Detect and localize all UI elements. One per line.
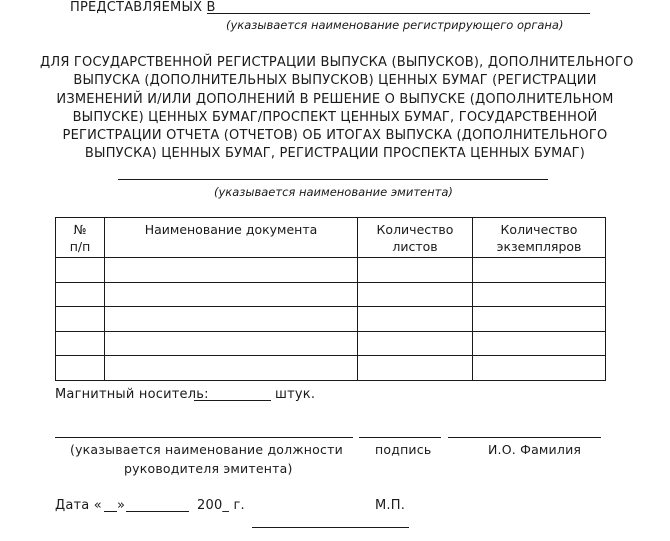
- purpose-line: ВЫПУСКЕ) ЦЕННЫХ БУМАГ/ПРОСПЕКТ ЦЕННЫХ БУМАГ, ГОСУДАРСТВЕННОЙ: [72, 109, 598, 125]
- documents-table: [55, 217, 606, 381]
- table-cell[interactable]: [56, 331, 105, 356]
- table-cell[interactable]: [473, 356, 606, 381]
- table-row: [56, 331, 606, 356]
- issuer-field-line[interactable]: [118, 179, 548, 180]
- table-cell[interactable]: [56, 356, 105, 381]
- purpose-line: ИЗМЕНЕНИЙ И/ИЛИ ДОПОЛНЕНИЙ В РЕШЕНИЕ О ВЫПУСКЕ (ДОПОЛНИТЕЛЬНОМ: [56, 91, 614, 107]
- stamp-label: М.П.: [375, 498, 406, 513]
- purpose-line: ВЫПУСКА) ЦЕННЫХ БУМАГ, РЕГИСТРАЦИИ ПРОСПЕКТА ЦЕННЫХ БУМАГ): [84, 146, 586, 162]
- authority-field-line[interactable]: [207, 13, 590, 14]
- presented-to-label: ПРЕДСТАВЛЯЕМЫХ В: [70, 0, 216, 15]
- table-cell[interactable]: [56, 282, 105, 307]
- media-count-line[interactable]: [194, 400, 271, 401]
- name-field-line[interactable]: [448, 437, 601, 438]
- name-label: И.О. Фамилия: [488, 442, 582, 457]
- media-unit: штук.: [275, 387, 316, 402]
- purpose-block: [40, 54, 634, 164]
- table-cell[interactable]: [473, 258, 606, 283]
- position-field-line[interactable]: [55, 437, 353, 438]
- table-row: [56, 356, 606, 381]
- table-cell[interactable]: [358, 356, 473, 381]
- table-cell[interactable]: [105, 331, 358, 356]
- date-label: Дата «: [55, 498, 102, 513]
- header-document-name: [105, 218, 358, 258]
- header-number-line1: №: [73, 222, 87, 237]
- table-cell[interactable]: [358, 258, 473, 283]
- table-cell[interactable]: [358, 282, 473, 307]
- header-sheets-line1: Количество: [376, 222, 454, 237]
- header-number: [56, 218, 105, 258]
- table-row: [56, 307, 606, 332]
- header-sheets-line2: листов: [392, 239, 438, 254]
- purpose-line: РЕГИСТРАЦИИ ОТЧЕТА (ОТЧЕТОВ) ОБ ИТОГАХ ВЫПУСКА (ДОПОЛНИТЕЛЬНОГО: [62, 128, 608, 144]
- purpose-line: ВЫПУСКА (ДОПОЛНИТЕЛЬНЫХ ВЫПУСКОВ) ЦЕННЫХ БУМАГ (РЕГИСТРАЦИИ: [73, 73, 597, 89]
- header-copies-line1: Количество: [500, 222, 578, 237]
- header-sheets: [358, 218, 473, 258]
- header-copies-line2: экземпляров: [496, 239, 582, 254]
- header-document-name-text: Наименование документа: [144, 222, 318, 237]
- table-cell[interactable]: [105, 282, 358, 307]
- table-cell[interactable]: [358, 307, 473, 332]
- table-cell[interactable]: [473, 331, 606, 356]
- table-cell[interactable]: [105, 356, 358, 381]
- media-label: Магнитный носитель:: [55, 387, 209, 402]
- table-cell[interactable]: [358, 331, 473, 356]
- date-year: 200_ г.: [197, 498, 245, 513]
- signature-label: подпись: [375, 442, 432, 457]
- date-day-line[interactable]: [104, 511, 117, 512]
- header-copies: [473, 218, 606, 258]
- table-row: [56, 258, 606, 283]
- table-cell[interactable]: [473, 282, 606, 307]
- table-cell[interactable]: [56, 307, 105, 332]
- date-month-line[interactable]: [126, 511, 189, 512]
- header-number-line2: п/п: [69, 239, 91, 254]
- date-close-quote: »: [117, 498, 126, 513]
- table-cell[interactable]: [105, 307, 358, 332]
- position-note-line1: (указывается наименование должности: [70, 442, 343, 457]
- table-row: [56, 282, 606, 307]
- authority-note: (указывается наименование регистрирующего органа): [226, 18, 564, 32]
- purpose-line: ДЛЯ ГОСУДАРСТВЕННОЙ РЕГИСТРАЦИИ ВЫПУСКА (ВЫПУСКОВ), ДОПОЛНИТЕЛЬНОГО: [40, 55, 634, 70]
- signature-field-line[interactable]: [359, 437, 441, 438]
- table-header-row: [56, 218, 606, 258]
- table-cell[interactable]: [105, 258, 358, 283]
- issuer-note: (указывается наименование эмитента): [214, 185, 453, 199]
- position-note-line2: руководителя эмитента): [124, 461, 293, 476]
- table-cell[interactable]: [473, 307, 606, 332]
- table-cell[interactable]: [56, 258, 105, 283]
- bottom-rule: [252, 527, 409, 528]
